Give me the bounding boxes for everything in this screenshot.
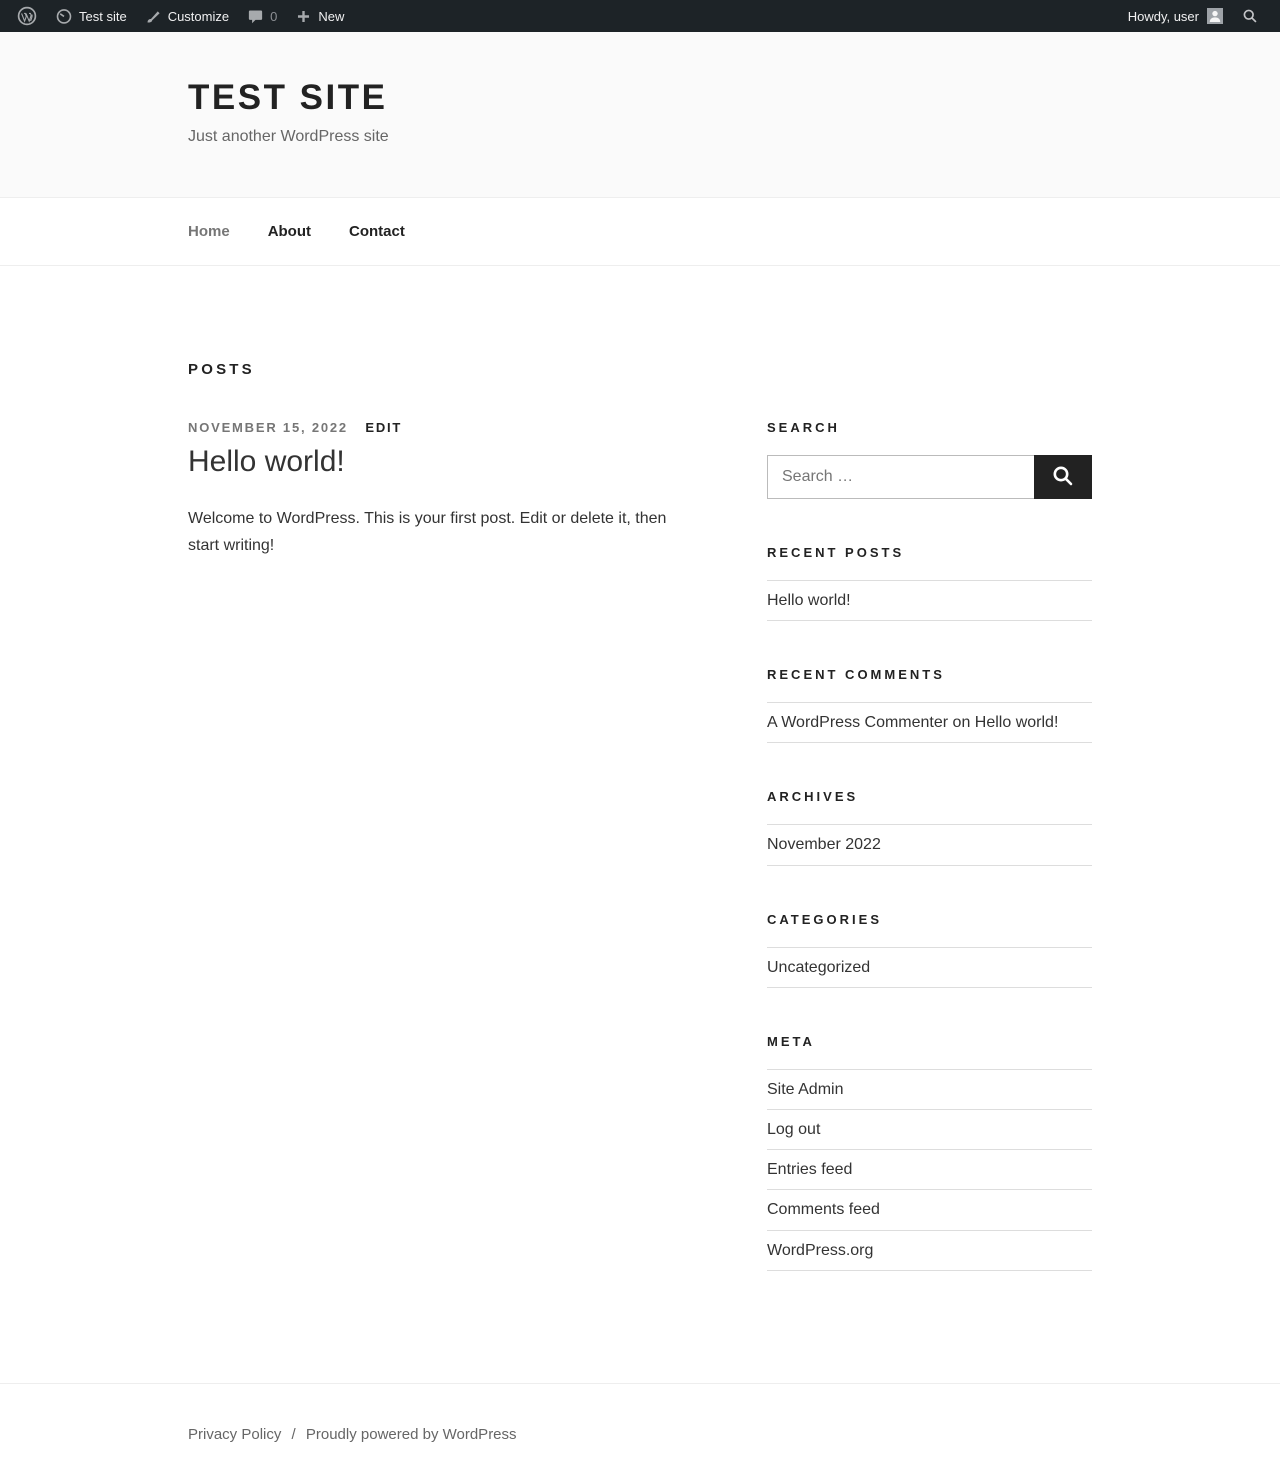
admin-bar-site-name-label: Test site — [79, 8, 127, 24]
list-item — [767, 581, 1092, 621]
privacy-policy-link[interactable]: Privacy Policy — [188, 1425, 282, 1443]
list-item — [767, 1070, 1092, 1110]
sidebar — [767, 420, 1092, 1271]
search-icon — [1050, 463, 1076, 492]
widget-search-title: SEARCH — [767, 420, 840, 435]
admin-bar-site-name[interactable] — [46, 0, 136, 32]
meta-log-out-link[interactable]: Log out — [767, 1120, 821, 1138]
list-item — [767, 703, 1092, 743]
recent-post-link[interactable]: Hello world! — [767, 592, 851, 609]
list-item — [767, 1110, 1092, 1150]
site-content — [188, 266, 1092, 1383]
admin-bar-customize[interactable] — [136, 0, 238, 32]
comment-post-link[interactable]: Hello world! — [974, 714, 1059, 732]
post-hello-world — [188, 420, 700, 559]
admin-bar-comments[interactable] — [238, 0, 286, 32]
widget-recent-comments-title: RECENT COMMENTS — [767, 667, 945, 683]
user-avatar — [1207, 8, 1223, 24]
comment-author-link[interactable]: A WordPress Commenter — [767, 714, 949, 732]
search-submit-button[interactable] — [1034, 455, 1092, 499]
admin-bar-right — [1119, 0, 1268, 32]
site-title-link[interactable]: TEST SITE — [188, 78, 388, 117]
widget-meta-title: META — [767, 1033, 815, 1049]
search-input[interactable] — [768, 456, 1034, 498]
footer-separator: / — [291, 1425, 296, 1443]
admin-bar — [0, 0, 1280, 32]
admin-bar-howdy-label: Howdy, user — [1127, 8, 1199, 24]
site-header — [0, 32, 1280, 198]
admin-bar-my-account[interactable] — [1119, 0, 1232, 32]
list-item — [767, 1231, 1092, 1271]
list-item — [767, 948, 1092, 988]
post-title-link[interactable]: Hello world! — [188, 445, 345, 478]
site-tagline: Just another WordPress site — [188, 128, 389, 145]
plus-icon — [295, 8, 312, 25]
admin-bar-left — [8, 0, 353, 32]
admin-bar-new[interactable] — [286, 0, 353, 32]
meta-entries-feed-link[interactable]: Entries feed — [767, 1161, 853, 1179]
widget-recent-posts-title: RECENT POSTS — [767, 545, 905, 560]
page-title: POSTS — [188, 361, 255, 378]
paintbrush-icon — [145, 8, 162, 25]
widget-archives — [767, 789, 1092, 865]
meta-site-admin-link[interactable]: Site Admin — [767, 1080, 844, 1098]
nav-item-contact[interactable]: Contact — [349, 223, 405, 240]
dashboard-gauge-icon — [55, 7, 73, 25]
search-form — [767, 455, 1092, 499]
nav-item-home[interactable]: Home — [188, 223, 230, 240]
post-body: Welcome to WordPress. This is your first post. Edit or delete it, then start writing! — [188, 510, 667, 555]
widget-archives-title: ARCHIVES — [767, 789, 859, 805]
widget-search — [767, 420, 1092, 499]
post-date-link[interactable]: NOVEMBER 15, 2022 — [188, 420, 348, 435]
admin-bar-comments-count: 0 — [270, 8, 278, 24]
widget-meta — [767, 1034, 1092, 1271]
nav-item-about[interactable]: About — [267, 223, 312, 240]
category-link[interactable]: Uncategorized — [767, 958, 871, 976]
wordpress-logo-menu[interactable] — [8, 0, 46, 32]
archive-link[interactable]: November 2022 — [767, 836, 881, 854]
admin-bar-customize-label: Customize — [167, 8, 230, 24]
site-footer — [0, 1383, 1280, 1479]
widget-categories-title: CATEGORIES — [767, 911, 882, 927]
widget-recent-posts — [767, 545, 1092, 621]
powered-by-link[interactable]: Proudly powered by WordPress — [305, 1425, 517, 1443]
post-edit-link[interactable]: EDIT — [365, 420, 403, 435]
meta-wordpress-org-link[interactable]: WordPress.org — [767, 1241, 874, 1259]
comment-connector: on — [952, 714, 971, 732]
meta-comments-feed-link[interactable]: Comments feed — [767, 1201, 880, 1219]
posts-column — [188, 420, 700, 559]
admin-bar-new-label: New — [318, 8, 345, 24]
widget-recent-comments — [767, 667, 1092, 743]
admin-bar-search[interactable] — [1232, 0, 1268, 32]
search-icon — [1241, 7, 1259, 25]
list-item — [767, 1150, 1092, 1190]
comment-bubble-icon — [247, 8, 264, 25]
widget-categories — [767, 912, 1092, 988]
primary-nav — [0, 198, 1280, 266]
list-item — [767, 825, 1092, 865]
list-item — [767, 1190, 1092, 1230]
wordpress-logo-icon — [17, 6, 37, 26]
